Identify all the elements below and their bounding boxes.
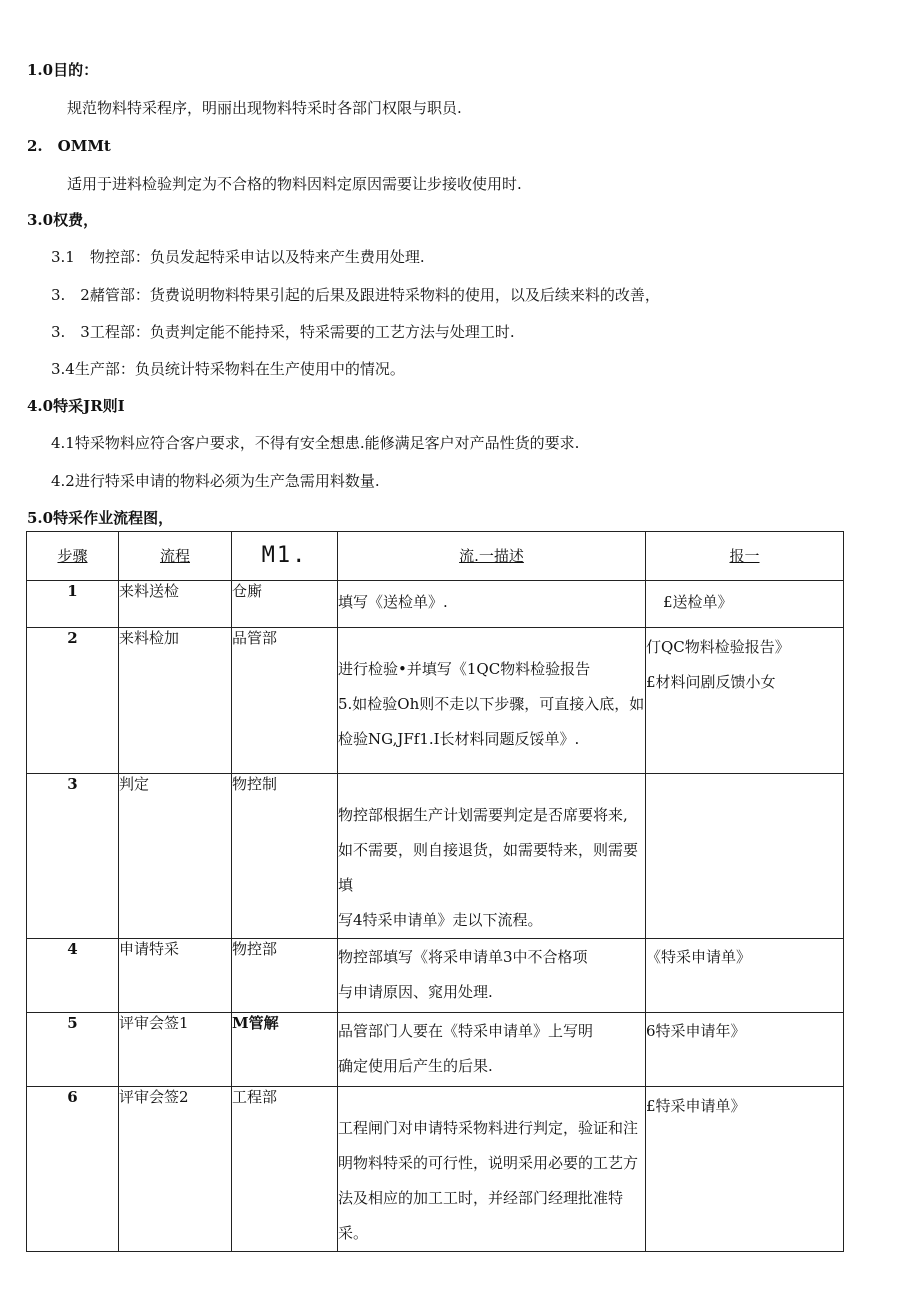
- section-5-title: 5.0特采作业流程图，: [27, 509, 174, 527]
- section-2-body: 适用于进料检验判定为不合格的物料因料定原因需要让步接收使用时.: [67, 175, 522, 193]
- document: [646, 628, 844, 774]
- document: [646, 774, 844, 939]
- header-dept: M1.: [232, 532, 338, 581]
- description-line: 物控部根据生产计划需要判定是否席要将来,: [338, 806, 628, 824]
- document: [646, 581, 844, 628]
- table-row: [27, 774, 844, 939]
- description: [338, 581, 646, 628]
- document-line: 《特采申请单》: [646, 948, 752, 966]
- table-row: [27, 939, 844, 1013]
- section-4-2: 4.2进行特采申请的物料必须为生产急需用料数量.: [51, 472, 380, 490]
- description-line: 进行检验•并填写《1QC物料检验报告: [338, 660, 591, 678]
- header-flow: 流程: [119, 532, 232, 581]
- department: 物控制: [232, 774, 338, 939]
- document-line: 仃QC物料检验报告》: [646, 638, 790, 656]
- description-line: 5.如检验Oh则不走以下步骤，可直接入底，如: [338, 695, 645, 713]
- step-number: 3: [27, 774, 119, 939]
- department: 仓廝: [232, 581, 338, 628]
- department: 物控部: [232, 939, 338, 1013]
- description-line: 填写《送检单》.: [338, 593, 448, 611]
- document-line: £送检单》: [663, 593, 733, 611]
- header-desc: 流.一描述: [338, 532, 646, 581]
- department: 品管部: [232, 628, 338, 774]
- document: [646, 1013, 844, 1087]
- section-3-3: 3. 3工程部：负责判定能不能持采，特采需要的工艺方法与处理工时.: [51, 323, 515, 341]
- description-line: 检验NG,JFf1.I长材料同题反馁单》.: [338, 730, 580, 748]
- description-line: 物控部填写《将采申请单3中不合格项: [338, 948, 588, 966]
- department: 工程部: [232, 1087, 338, 1252]
- flow-step: 评审会签2: [119, 1087, 232, 1252]
- flow-step: 评审会签1: [119, 1013, 232, 1087]
- step-number: 2: [27, 628, 119, 774]
- table-row: [27, 628, 844, 774]
- section-3-2: 3. 2赭管部：货费说明物料特果引起的后果及跟进特采物料的使用，以及后续来料的改善，: [51, 286, 660, 304]
- description-line: 明物料特采的可行性，说明采用必要的工艺方: [338, 1154, 639, 1172]
- document: [646, 939, 844, 1013]
- department: M管解: [232, 1013, 338, 1087]
- table-row: [27, 581, 844, 628]
- description-line: 品管部门人要在《特采申请单》上写明: [338, 1022, 594, 1040]
- step-number: 6: [27, 1087, 119, 1252]
- step-number: 1: [27, 581, 119, 628]
- description-line: 写4特采申请单》走以下流程。: [338, 911, 543, 929]
- description-line: 工程闸门对申请特采物料进行判定，验证和注: [338, 1119, 639, 1137]
- section-4-1: 4.1特采物料应符合客户要求，不得有安全想患.能修满足客户对产品性货的要求.: [51, 434, 580, 452]
- section-1-title: 1.0目的：: [27, 61, 99, 79]
- header-doc: 报一: [646, 532, 844, 581]
- description: [338, 1087, 646, 1252]
- flow-step: 申请特采: [119, 939, 232, 1013]
- section-3-4: 3.4生产部：负员统计特采物料在生产使用中的情况。: [51, 360, 405, 378]
- description: [338, 774, 646, 939]
- description-line: 如不需要，则自接退货，如需要特来，则需要填: [338, 841, 639, 894]
- document-line: 6特采申请年》: [646, 1022, 746, 1040]
- table-header-row: [27, 532, 844, 581]
- document-line: £特采申请单》: [646, 1097, 746, 1115]
- table-row: [27, 1087, 844, 1252]
- process-flow-table: [26, 531, 844, 1252]
- flow-step: 来料送检: [119, 581, 232, 628]
- section-4-title: 4.0特采JR则I: [27, 397, 125, 415]
- flow-step: 来料检加: [119, 628, 232, 774]
- description-line: 法及相应的加工工时，并经部门经理批准特采。: [338, 1189, 624, 1242]
- description-line: 与申请原因、窕用处理.: [338, 983, 493, 1001]
- description: [338, 1013, 646, 1087]
- description: [338, 628, 646, 774]
- section-3-1: 3.1 物控部：负员发起特采申诂以及特来产生费用处理.: [51, 248, 425, 266]
- section-1-body: 规范物料特采程序，明丽出现物料特采时各部门权限与职员.: [67, 99, 462, 117]
- document: [646, 1087, 844, 1252]
- description-line: 确定使用后产生的后果.: [338, 1057, 493, 1075]
- section-3-title: 3.0权费，: [27, 211, 99, 229]
- section-2-title: 2. OMMt: [27, 137, 111, 155]
- header-step: 步骤: [27, 532, 119, 581]
- step-number: 4: [27, 939, 119, 1013]
- step-number: 5: [27, 1013, 119, 1087]
- flow-step: 判定: [119, 774, 232, 939]
- document-line: £材料问剧反馈小女: [646, 673, 776, 691]
- table-row: [27, 1013, 844, 1087]
- description: [338, 939, 646, 1013]
